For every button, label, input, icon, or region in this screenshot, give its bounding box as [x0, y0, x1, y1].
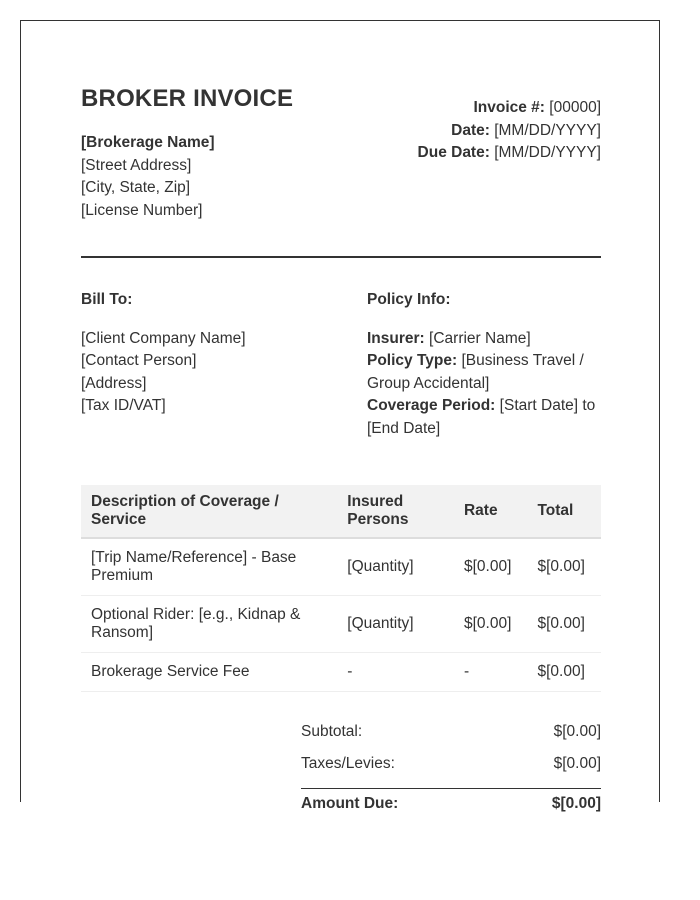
- header-total: Total: [527, 485, 601, 538]
- taxes-value: $[0.00]: [553, 755, 601, 772]
- row-description: [Trip Name/Reference] - Base Premium: [81, 538, 337, 595]
- invoice-number-row: [418, 97, 601, 120]
- table-row: [81, 538, 601, 595]
- amount-due-row: [301, 793, 601, 825]
- header-description: Description of Coverage / Service: [81, 485, 337, 538]
- policy-type-row: [367, 350, 601, 395]
- policy-type-value: [Business Travel / Group Accidental]: [367, 352, 584, 392]
- taxes-label: Taxes/Levies:: [301, 755, 395, 772]
- row-description: Brokerage Service Fee: [81, 652, 337, 691]
- policy-insurer-label: Insurer:: [367, 329, 425, 347]
- header-divider: [81, 256, 601, 258]
- invoice-date-row: [418, 120, 601, 143]
- bill-to-block: [81, 289, 341, 418]
- brokerage-city: [City, State, Zip]: [81, 179, 191, 196]
- row-insured: -: [337, 652, 454, 691]
- subtotal-label: Subtotal:: [301, 723, 363, 740]
- client-contact: [Contact Person]: [81, 352, 197, 369]
- header-rate: Rate: [454, 485, 528, 538]
- policy-info-block: [367, 289, 601, 440]
- policy-insurer-value: [Carrier Name]: [429, 329, 531, 347]
- table-header-row: [81, 485, 601, 538]
- policy-insurer-row: [367, 328, 601, 351]
- invoice-date-value: [MM/DD/YYYY]: [494, 121, 601, 139]
- invoice-due-date-label: Due Date:: [417, 144, 490, 161]
- subtotal-row: [301, 721, 601, 753]
- invoice-due-date-value: [MM/DD/YYYY]: [494, 144, 601, 161]
- invoice-number-label: Invoice #:: [473, 99, 545, 116]
- row-total: $[0.00]: [527, 538, 601, 595]
- totals-block: [301, 721, 601, 825]
- header-insured-persons: Insured Persons: [337, 485, 454, 538]
- table-row: [81, 595, 601, 652]
- brokerage-address-block: [81, 132, 215, 222]
- policy-info-heading: Policy Info:: [367, 291, 451, 308]
- policy-period-value: [Start Date] to [End Date]: [367, 397, 596, 437]
- invoice-page: [20, 20, 660, 812]
- row-insured: [Quantity]: [337, 538, 454, 595]
- brokerage-license: [License Number]: [81, 201, 203, 219]
- invoice-number-value: [00000]: [549, 99, 601, 116]
- row-insured: [Quantity]: [337, 595, 454, 652]
- row-description: Optional Rider: [e.g., Kidnap & Ransom]: [81, 595, 337, 652]
- table-row: [81, 652, 601, 691]
- line-items-table: [81, 485, 601, 692]
- brokerage-name: [Brokerage Name]: [81, 134, 215, 151]
- taxes-row: [301, 753, 601, 785]
- amount-due-label: Amount Due:: [301, 795, 399, 812]
- invoice-date-label: Date:: [451, 121, 490, 139]
- row-total: $[0.00]: [527, 652, 601, 691]
- bill-to-heading: Bill To:: [81, 291, 133, 308]
- client-tax-id: [Tax ID/VAT]: [81, 397, 166, 414]
- policy-period-row: [367, 395, 601, 440]
- row-rate: $[0.00]: [454, 538, 528, 595]
- invoice-meta-block: [418, 97, 601, 165]
- policy-type-label: Policy Type:: [367, 352, 458, 369]
- policy-period-label: Coverage Period:: [367, 397, 496, 414]
- totals-divider: [301, 788, 601, 789]
- invoice-title: BROKER INVOICE: [81, 85, 294, 112]
- row-rate: $[0.00]: [454, 595, 528, 652]
- brokerage-street: [Street Address]: [81, 156, 192, 174]
- client-company: [Client Company Name]: [81, 329, 246, 347]
- row-total: $[0.00]: [527, 595, 601, 652]
- invoice-due-date-row: [418, 142, 601, 165]
- row-rate: -: [454, 652, 528, 691]
- client-address: [Address]: [81, 374, 147, 392]
- amount-due-value: $[0.00]: [551, 795, 601, 812]
- subtotal-value: $[0.00]: [553, 723, 601, 740]
